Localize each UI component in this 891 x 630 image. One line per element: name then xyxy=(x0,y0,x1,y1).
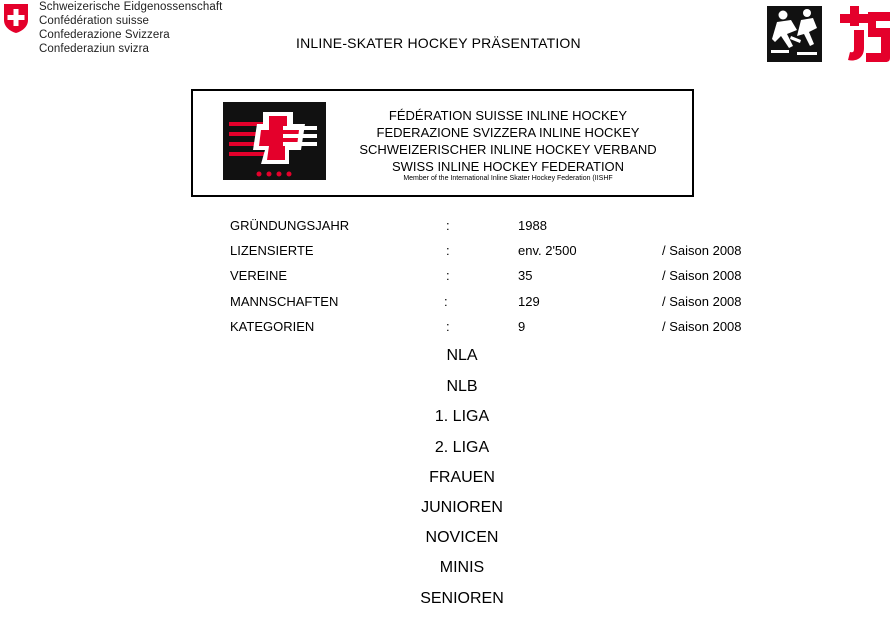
fact-row-licensed xyxy=(0,243,891,263)
fact-colon: : xyxy=(446,268,450,283)
federation-name-de: SCHWEIZERISCHER INLINE HOCKEY VERBAND xyxy=(359,142,657,157)
fact-row-founding-year xyxy=(0,218,891,238)
fact-label: VEREINE xyxy=(230,268,288,283)
category-item: NLA xyxy=(446,347,478,364)
category-item: SENIOREN xyxy=(420,590,504,607)
federation-logo-icon xyxy=(223,102,326,180)
confederation-name-de: Schweizerische Eidgenossenschaft xyxy=(39,1,223,13)
fact-colon: : xyxy=(446,218,450,233)
federation-box xyxy=(191,89,694,197)
fact-colon: : xyxy=(446,319,450,334)
swiss-cross-icon xyxy=(2,2,30,34)
fact-label: KATEGORIEN xyxy=(230,319,315,334)
confederation-name-it: Confederazione Svizzera xyxy=(39,29,170,41)
category-item: 2. LIGA xyxy=(434,439,490,456)
fact-row-categories xyxy=(0,319,891,339)
fact-label: LIZENSIERTE xyxy=(230,243,314,258)
fact-label: GRÜNDUNGSJAHR xyxy=(230,218,350,233)
fact-colon: : xyxy=(444,294,448,309)
fact-value: 1988 xyxy=(518,218,547,233)
js-logo-icon xyxy=(838,6,891,62)
federation-name-en: SWISS INLINE HOCKEY FEDERATION xyxy=(391,159,625,174)
confederation-logo xyxy=(0,0,223,60)
fact-value: env. 2'500 xyxy=(518,243,577,258)
category-item: JUNIOREN xyxy=(421,499,503,516)
page-title: INLINE-SKATER HOCKEY PRÄSENTATION xyxy=(296,35,581,51)
fact-value: 129 xyxy=(518,294,540,309)
confederation-name-rm: Confederaziun svizra xyxy=(39,43,150,55)
fact-season: / Saison 2008 xyxy=(662,319,742,334)
fact-season: / Saison 2008 xyxy=(662,243,742,258)
fact-colon: : xyxy=(446,243,450,258)
fact-value: 35 xyxy=(518,268,533,283)
federation-name-fr: FÉDÉRATION SUISSE INLINE HOCKEY xyxy=(388,108,628,123)
category-item: NLB xyxy=(446,378,478,395)
fact-row-clubs xyxy=(0,268,891,288)
federation-name-it: FEDERAZIONE SVIZZERA INLINE HOCKEY xyxy=(376,125,640,140)
fact-label: MANNSCHAFTEN xyxy=(230,294,339,309)
fact-season: / Saison 2008 xyxy=(662,294,742,309)
federation-member-note: Member of the International Inline Skater Hockey Federation (IISHF xyxy=(403,175,613,182)
fact-row-teams xyxy=(0,294,891,314)
category-item: 1. LIGA xyxy=(434,408,490,425)
sport-pictogram-icon xyxy=(767,6,822,62)
category-item: MINIS xyxy=(439,559,485,576)
category-item: NOVICEN xyxy=(425,529,499,546)
fact-value: 9 xyxy=(518,319,526,334)
confederation-name-fr: Confédération suisse xyxy=(39,15,150,27)
fact-season: / Saison 2008 xyxy=(662,268,742,283)
category-item: FRAUEN xyxy=(429,469,495,486)
